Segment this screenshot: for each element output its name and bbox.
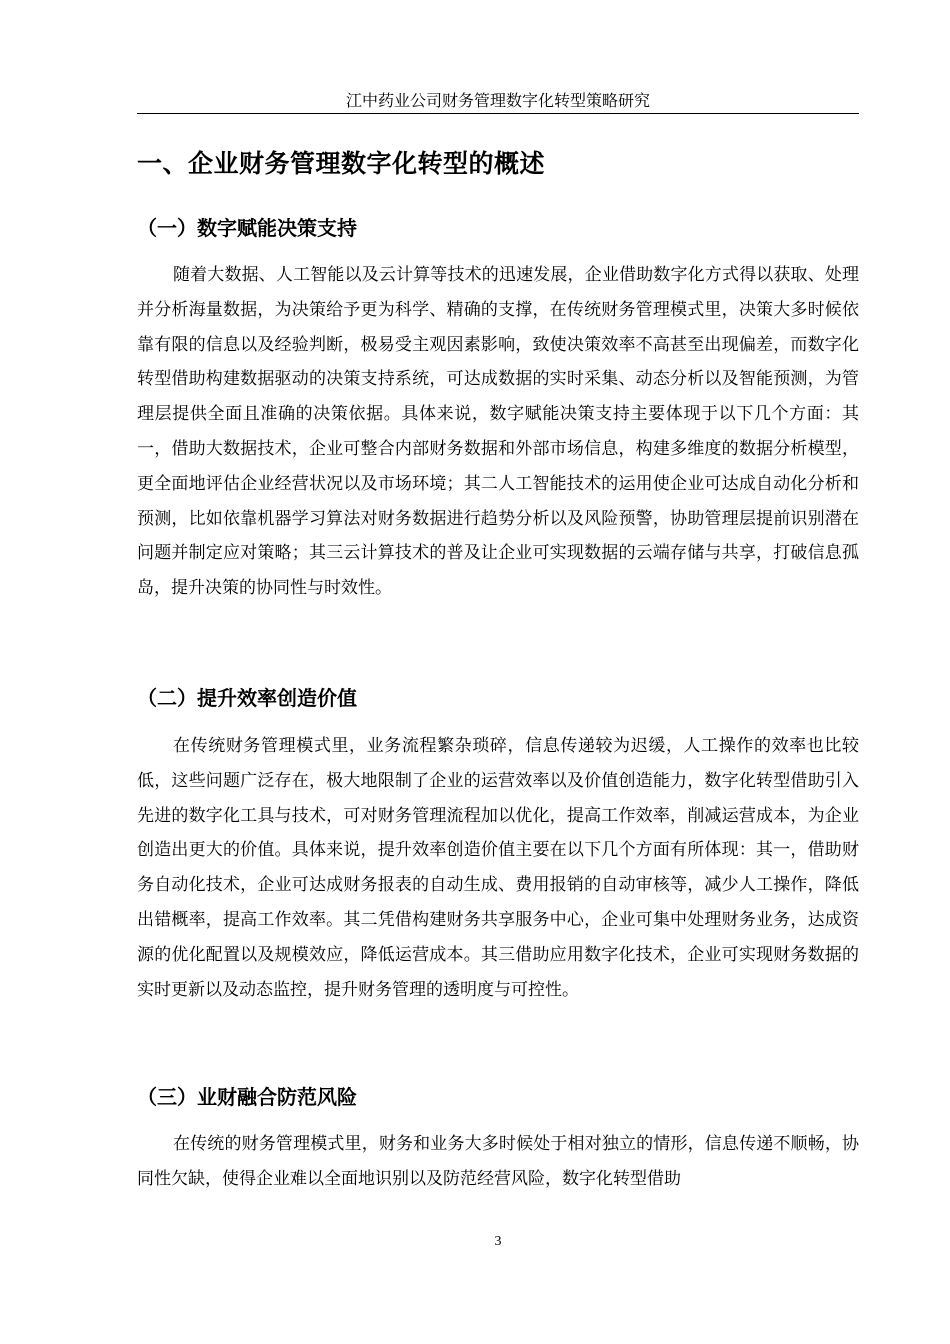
section-paragraph-3: 在传统的财务管理模式里，财务和业务大多时候处于相对独立的情形，信息传递不顺畅，协同性欠缺，使得企业难以全面地识别以及防范经营风险，数字化转型借助 (137, 1134, 859, 1189)
section-paragraph-2: 在传统财务管理模式里，业务流程繁杂琐碎，信息传递较为迟缓，人工操作的效率也比较低，这些问题广泛存在，极大地限制了企业的运营效率以及价值创造能力，数字化转型借助引入先进的数字化工具与技术，可对财务管理流程加以优化，提高工作效率，削减运营成本，为企业创造出更大的价值。具体来说，提升效率创造价值主要在以下几个方面有所体现：其一，借助财务自动化技术，企业可达成财务报表的自动生成、费用报销的自动审核等，减少人工操作，降低出错概率，提高工作效率。其二凭借构建财务共享服务中心，企业可集中处理财务业务，达成资源的优化配置以及规模效应，降低运营成本。其三借助应用数字化技术，企业可实现财务数据的实时更新以及动态监控，提升财务管理的透明度与可控性。 (137, 736, 859, 1000)
section-title-2: （二）提升效率创造价值 (137, 686, 357, 710)
page-number: 3 (494, 1234, 502, 1249)
section-title-1: （一）数字赋能决策支持 (137, 216, 357, 240)
section-title-3: （三）业财融合防范风险 (137, 1085, 357, 1109)
header-rule (137, 113, 859, 114)
section-paragraph-1: 随着大数据、人工智能以及云计算等技术的迅速发展，企业借助数字化方式得以获取、处理并分析海量数据，为决策给予更为科学、精确的支撑，在传统财务管理模式里，决策大多时候依靠有限的信息以及经验判断，极易受主观因素影响，致使决策效率不高甚至出现偏差，而数字化转型借助构建数据驱动的决策支持系统，可达成数据的实时采集、动态分析以及智能预测，为管理层提供全面且准确的决策依据。具体来说，数字赋能决策支持主要体现于以下几个方面：其一，借助大数据技术，企业可整合内部财务数据和外部市场信息，构建多维度的数据分析模型，更全面地评估企业经营状况以及市场环境；其二人工智能技术的运用使企业可达成自动化分析和预测，比如依靠机器学习算法对财务数据进行趋势分析以及风险预警，协助管理层提前识别潜在问题并制定应对策略；其三云计算技术的普及让企业可实现数据的云端存储与共享，打破信息孤岛，提升决策的协同性与时效性。 (137, 265, 859, 599)
running-header: 江中药业公司财务管理数字化转型策略研究 (345, 91, 650, 110)
chapter-title: 一、企业财务管理数字化转型的概述 (137, 149, 546, 178)
